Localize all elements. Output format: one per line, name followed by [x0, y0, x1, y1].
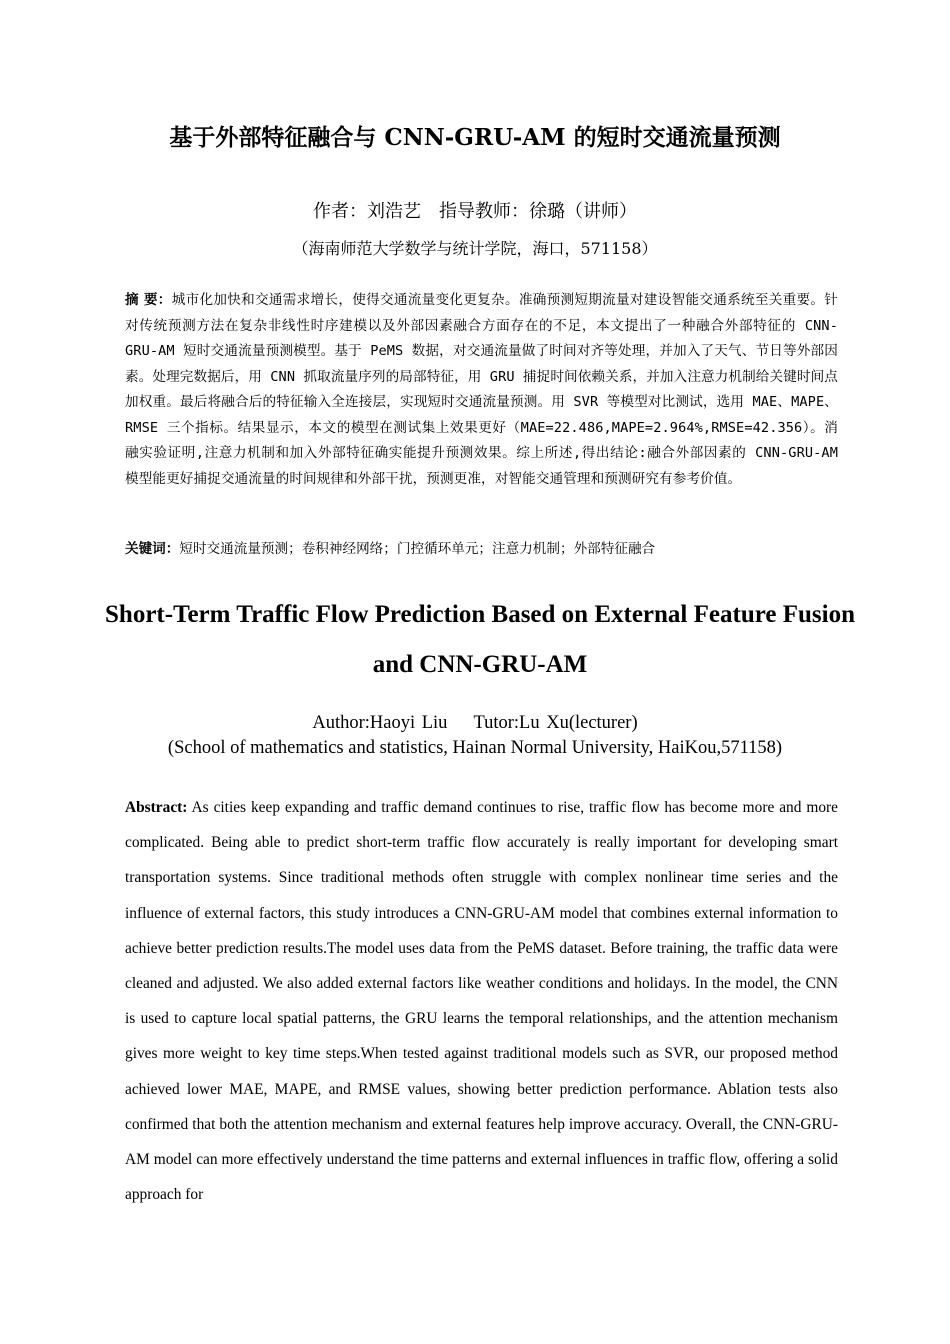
chinese-abstract-text: 城市化加快和交通需求增长，使得交通流量变化更复杂。准确预测短期流量对建设智能交通系统至关重要。针对传统预测方法在复杂非线性时序建模以及外部因素融合方面存在的不足，本文提出了一种融合外部特征的 CNN-GRU-AM 短时交通流量预测模型。基于 PeMS 数据，对交通流量做了时间对齐等处理，并加入了天气、节日等外部因素。处理完数据后，用 CNN 抓取流量序列的局部特征，用 GRU 捕捉时间依赖关系，并加入注意力机制给关键时间点加权重。最后将融合后的特征输入全连接层，实现短时交通流量预测。用 SVR 等模型对比测试，选用 MAE、MAPE、RMSE 三个指标。结果显示，本文的模型在测试集上效果更好（MAE=22.486,MAPE=2.964%,RMSE=42.356）。消融实验证明,注意力机制和加入外部特征确实能提升预测效果。综上所述,得出结论:融合外部因素的 CNN-GRU-AM 模型能更好捕捉交通流量的时间规律和外部干扰，预测更准，对智能交通管理和预测研究有参考价值。: [125, 292, 838, 487]
english-abstract-text: As cities keep expanding and traffic demand continues to rise, traffic flow has become more and more complicated. Being able to predict short-term traffic flow accurately is really important for developing smart transportation systems. Since traditional methods often struggle with complex nonlinear time series and the influence of external factors, this study introduces a CNN-GRU-AM model that combines external information to achieve better prediction results.The model uses data from the PeMS dataset. Before training, the traffic data were cleaned and adjusted. We also added external factors like weather conditions and holidays. In the model, the CNN is used to capture local spatial patterns, the GRU learns the temporal relationships, and the attention mechanism gives more weight to key time steps.When tested against traditional models such as SVR, our proposed method achieved lower MAE, MAPE, and RMSE values, showing better prediction performance. Ablation tests also confirmed that both the attention mechanism and external features help improve accuracy. Overall, the CNN-GRU-AM model can more effectively understand the time patterns and external influences in traffic flow, offering a solid approach for: [125, 799, 839, 1204]
english-abstract-label: Abstract:: [125, 799, 188, 816]
english-abstract: [125, 790, 838, 1212]
chinese-abstract-label: 摘 要：: [125, 292, 172, 308]
english-tutor: Tutor:Lu Xu(lecturer): [473, 713, 638, 733]
chinese-keywords-label: 关键词：: [125, 541, 180, 557]
english-authors: [0, 711, 950, 736]
chinese-keywords: [125, 537, 838, 562]
english-affiliation: (School of mathematics and statistics, Hainan Normal University, HaiKou,571158): [167, 738, 783, 758]
chinese-abstract: [125, 288, 838, 492]
english-author: Author:Haoyi Liu: [312, 713, 448, 733]
chinese-title: 基于外部特征融合与 CNN-GRU-AM 的短时交通流量预测: [169, 124, 781, 151]
english-title: Short-Term Traffic Flow Prediction Based on External Feature Fusion and CNN-GRU-AM: [105, 601, 855, 678]
chinese-keywords-text: 短时交通流量预测；卷积神经网络；门控循环单元；注意力机制；外部特征融合: [179, 541, 656, 557]
chinese-authors: 作者：刘浩艺 指导教师：徐璐（讲师）: [313, 201, 637, 222]
chinese-affiliation: （海南师范大学数学与统计学院，海口，571158）: [292, 239, 658, 258]
